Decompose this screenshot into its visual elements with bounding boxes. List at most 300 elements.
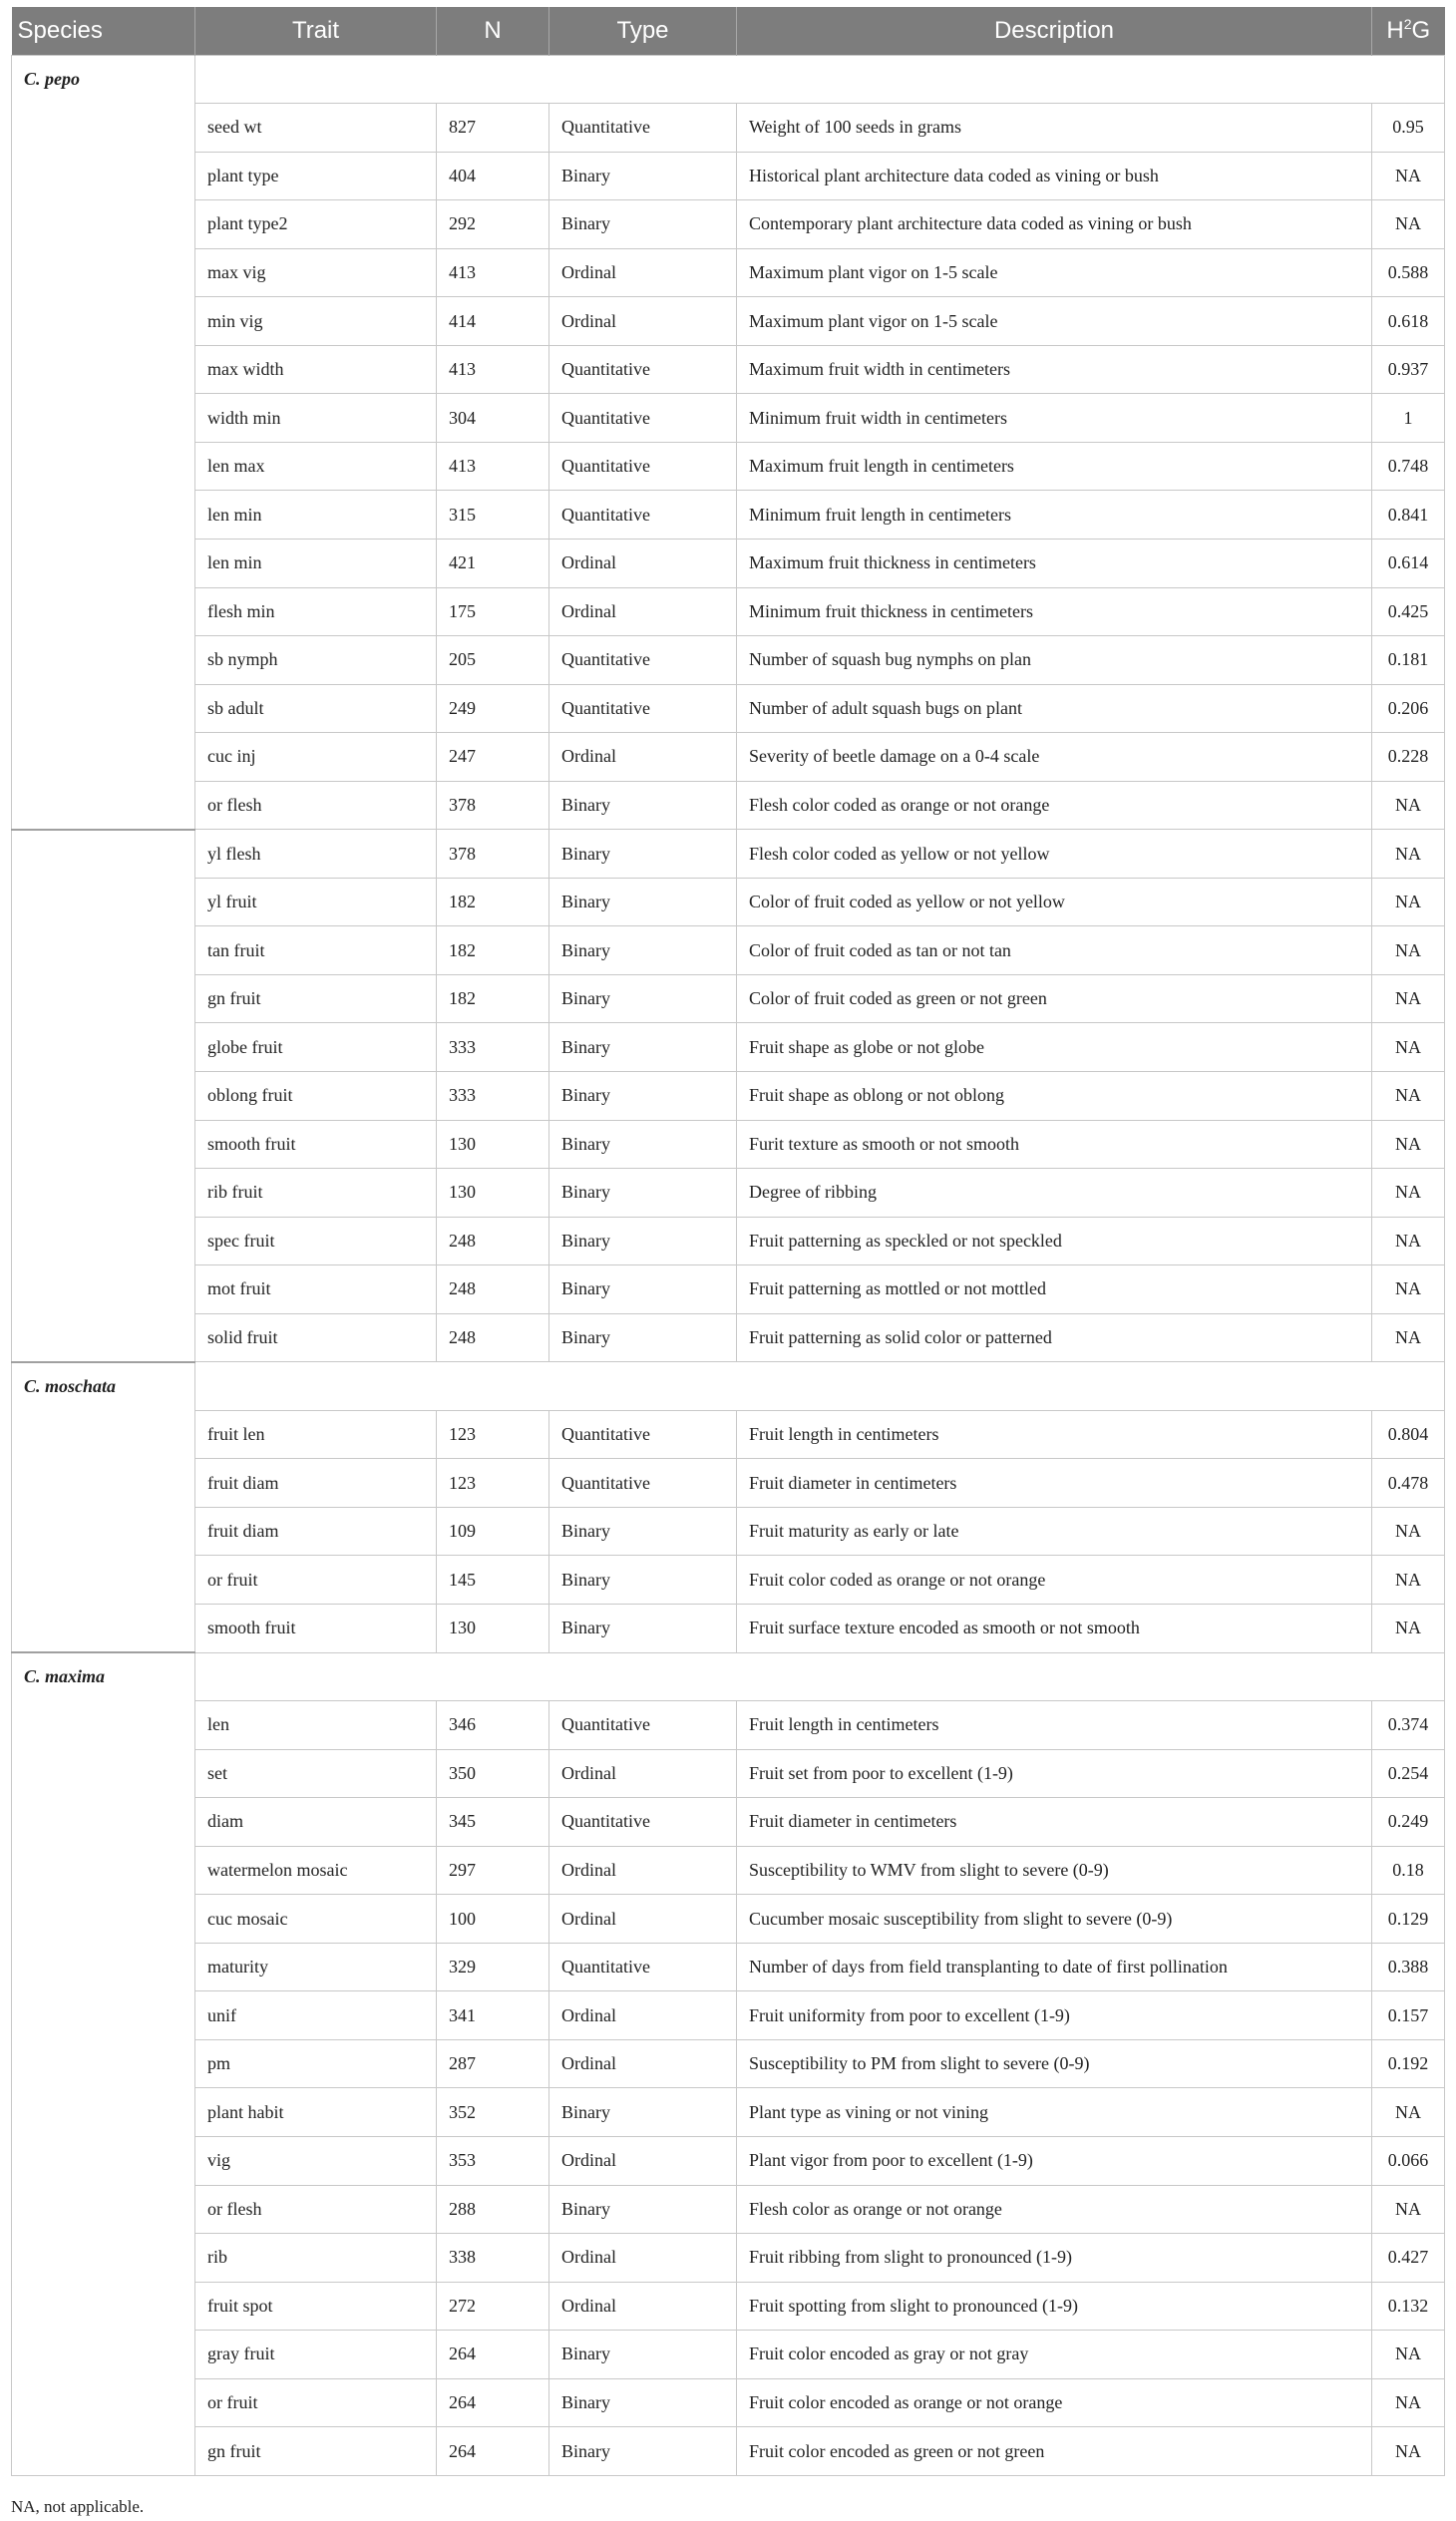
cell-trait: or fruit xyxy=(195,2378,437,2427)
cell-n: 315 xyxy=(437,491,549,540)
cell-trait: seed wt xyxy=(195,104,437,153)
species-row xyxy=(12,55,1445,104)
species-blank-cell xyxy=(12,248,195,297)
cell-trait: unif xyxy=(195,1991,437,2040)
species-row xyxy=(12,1362,1445,1411)
cell-description: Number of squash bug nymphs on plan xyxy=(737,636,1372,685)
cell-n: 182 xyxy=(437,926,549,975)
cell-type: Ordinal xyxy=(549,1991,737,2040)
cell-h2g: 0.748 xyxy=(1372,442,1445,491)
species-blank-cell xyxy=(12,1169,195,1218)
cell-trait: rib fruit xyxy=(195,1169,437,1218)
cell-type: Binary xyxy=(549,830,737,879)
cell-n: 288 xyxy=(437,2185,549,2234)
cell-description: Fruit shape as globe or not globe xyxy=(737,1023,1372,1072)
cell-description: Fruit diameter in centimeters xyxy=(737,1459,1372,1508)
cell-h2g: NA xyxy=(1372,2088,1445,2137)
cell-type: Ordinal xyxy=(549,539,737,587)
cell-description: Fruit color encoded as orange or not orange xyxy=(737,2378,1372,2427)
cell-n: 353 xyxy=(437,2137,549,2186)
table-row xyxy=(12,684,1445,733)
header-description: Description xyxy=(737,7,1372,55)
cell-trait: sb nymph xyxy=(195,636,437,685)
species-blank-cell xyxy=(12,2378,195,2427)
cell-description: Fruit diameter in centimeters xyxy=(737,1798,1372,1847)
cell-h2g: NA xyxy=(1372,2378,1445,2427)
species-blank-cell xyxy=(12,442,195,491)
cell-type: Binary xyxy=(549,1169,737,1218)
cell-description: Fruit shape as oblong or not oblong xyxy=(737,1071,1372,1120)
species-blank-cell xyxy=(12,1701,195,1750)
cell-type: Binary xyxy=(549,1120,737,1169)
cell-h2g: NA xyxy=(1372,1265,1445,1314)
cell-trait: set xyxy=(195,1749,437,1798)
table-row xyxy=(12,878,1445,926)
table-row xyxy=(12,2185,1445,2234)
table-row xyxy=(12,104,1445,153)
species-blank-cell xyxy=(12,394,195,443)
cell-trait: fruit spot xyxy=(195,2282,437,2331)
cell-n: 272 xyxy=(437,2282,549,2331)
cell-h2g: NA xyxy=(1372,878,1445,926)
cell-h2g: 0.192 xyxy=(1372,2039,1445,2088)
cell-type: Ordinal xyxy=(549,587,737,636)
cell-trait: gray fruit xyxy=(195,2331,437,2379)
table-row xyxy=(12,200,1445,249)
species-blank-cell xyxy=(12,2185,195,2234)
cell-h2g: 0.618 xyxy=(1372,297,1445,346)
species-blank-cell xyxy=(12,1556,195,1605)
cell-h2g: 0.066 xyxy=(1372,2137,1445,2186)
table-row xyxy=(12,1943,1445,1991)
table-row xyxy=(12,491,1445,540)
table-row xyxy=(12,1798,1445,1847)
cell-h2g: 0.588 xyxy=(1372,248,1445,297)
table-row xyxy=(12,2234,1445,2283)
cell-type: Binary xyxy=(549,878,737,926)
cell-h2g: 0.206 xyxy=(1372,684,1445,733)
species-blank-cell xyxy=(12,1798,195,1847)
cell-trait: cuc inj xyxy=(195,733,437,782)
cell-description: Historical plant architecture data coded as vining or bush xyxy=(737,152,1372,200)
species-blank-cell xyxy=(12,1265,195,1314)
table-row xyxy=(12,1459,1445,1508)
species-blank-cell xyxy=(12,587,195,636)
cell-description: Color of fruit coded as green or not green xyxy=(737,974,1372,1023)
table-row xyxy=(12,2378,1445,2427)
cell-trait: maturity xyxy=(195,1943,437,1991)
cell-h2g: NA xyxy=(1372,2331,1445,2379)
cell-type: Binary xyxy=(549,1217,737,1265)
table-row xyxy=(12,1410,1445,1459)
cell-type: Ordinal xyxy=(549,2039,737,2088)
cell-h2g: 0.129 xyxy=(1372,1895,1445,1944)
header-h2g xyxy=(1372,7,1445,55)
table-row xyxy=(12,1605,1445,1653)
table-row xyxy=(12,1895,1445,1944)
cell-trait: rib xyxy=(195,2234,437,2283)
cell-description: Fruit patterning as speckled or not speckled xyxy=(737,1217,1372,1265)
cell-trait: spec fruit xyxy=(195,1217,437,1265)
cell-trait: fruit len xyxy=(195,1410,437,1459)
cell-description: Maximum plant vigor on 1-5 scale xyxy=(737,248,1372,297)
cell-h2g: NA xyxy=(1372,974,1445,1023)
species-blank-cell xyxy=(12,1605,195,1653)
species-blank-cell xyxy=(12,1459,195,1508)
cell-trait: sb adult xyxy=(195,684,437,733)
species-blank-cell xyxy=(12,781,195,830)
species-blank-cell xyxy=(12,200,195,249)
cell-h2g: NA xyxy=(1372,1507,1445,1556)
cell-n: 130 xyxy=(437,1605,549,1653)
cell-description: Susceptibility to PM from slight to severe (0-9) xyxy=(737,2039,1372,2088)
cell-description: Contemporary plant architecture data coded as vining or bush xyxy=(737,200,1372,249)
cell-type: Binary xyxy=(549,2331,737,2379)
table-row xyxy=(12,587,1445,636)
cell-description: Fruit set from poor to excellent (1-9) xyxy=(737,1749,1372,1798)
species-blank-cell xyxy=(12,733,195,782)
cell-n: 175 xyxy=(437,587,549,636)
table-header xyxy=(12,7,1445,55)
cell-h2g: NA xyxy=(1372,1217,1445,1265)
header-trait: Trait xyxy=(195,7,437,55)
header-species: Species xyxy=(17,16,103,44)
cell-h2g: NA xyxy=(1372,830,1445,879)
cell-h2g: 0.228 xyxy=(1372,733,1445,782)
cell-h2g: 0.95 xyxy=(1372,104,1445,153)
cell-h2g: 0.937 xyxy=(1372,345,1445,394)
cell-description: Fruit uniformity from poor to excellent (1-9) xyxy=(737,1991,1372,2040)
species-blank-cell xyxy=(12,539,195,587)
cell-n: 304 xyxy=(437,394,549,443)
cell-trait: cuc mosaic xyxy=(195,1895,437,1944)
cell-trait: vig xyxy=(195,2137,437,2186)
cell-type: Ordinal xyxy=(549,1846,737,1895)
cell-n: 248 xyxy=(437,1313,549,1362)
cell-type: Quantitative xyxy=(549,1943,737,1991)
cell-n: 292 xyxy=(437,200,549,249)
cell-n: 352 xyxy=(437,2088,549,2137)
cell-n: 264 xyxy=(437,2427,549,2476)
cell-description: Severity of beetle damage on a 0-4 scale xyxy=(737,733,1372,782)
cell-type: Binary xyxy=(549,1313,737,1362)
cell-h2g: 0.478 xyxy=(1372,1459,1445,1508)
cell-trait: len min xyxy=(195,539,437,587)
cell-description: Fruit color encoded as gray or not gray xyxy=(737,2331,1372,2379)
cell-n: 404 xyxy=(437,152,549,200)
species-blank-cell xyxy=(12,2331,195,2379)
cell-type: Quantitative xyxy=(549,491,737,540)
cell-trait: pm xyxy=(195,2039,437,2088)
cell-description: Susceptibility to WMV from slight to severe (0-9) xyxy=(737,1846,1372,1895)
cell-trait: yl fruit xyxy=(195,878,437,926)
cell-type: Ordinal xyxy=(549,2234,737,2283)
cell-n: 338 xyxy=(437,2234,549,2283)
cell-description: Minimum fruit width in centimeters xyxy=(737,394,1372,443)
cell-type: Quantitative xyxy=(549,104,737,153)
cell-type: Quantitative xyxy=(549,1459,737,1508)
cell-h2g: 0.254 xyxy=(1372,1749,1445,1798)
species-row-empty xyxy=(195,1652,1445,1701)
cell-trait: gn fruit xyxy=(195,974,437,1023)
cell-trait: mot fruit xyxy=(195,1265,437,1314)
table-row xyxy=(12,1169,1445,1218)
cell-type: Quantitative xyxy=(549,345,737,394)
species-blank-cell xyxy=(12,1410,195,1459)
table-row xyxy=(12,781,1445,830)
cell-description: Plant vigor from poor to excellent (1-9) xyxy=(737,2137,1372,2186)
cell-description: Furit texture as smooth or not smooth xyxy=(737,1120,1372,1169)
cell-h2g: 0.841 xyxy=(1372,491,1445,540)
cell-trait: or flesh xyxy=(195,2185,437,2234)
cell-n: 346 xyxy=(437,1701,549,1750)
cell-h2g: NA xyxy=(1372,2427,1445,2476)
cell-h2g: 1 xyxy=(1372,394,1445,443)
cell-type: Ordinal xyxy=(549,1895,737,1944)
cell-h2g: NA xyxy=(1372,1023,1445,1072)
cell-n: 413 xyxy=(437,345,549,394)
cell-h2g: NA xyxy=(1372,1071,1445,1120)
cell-trait: flesh min xyxy=(195,587,437,636)
table-row xyxy=(12,297,1445,346)
cell-description: Degree of ribbing xyxy=(737,1169,1372,1218)
cell-description: Weight of 100 seeds in grams xyxy=(737,104,1372,153)
cell-description: Maximum fruit thickness in centimeters xyxy=(737,539,1372,587)
species-blank-cell xyxy=(12,1846,195,1895)
cell-type: Binary xyxy=(549,152,737,200)
species-blank-cell xyxy=(12,2282,195,2331)
cell-n: 827 xyxy=(437,104,549,153)
cell-type: Binary xyxy=(549,1071,737,1120)
cell-type: Binary xyxy=(549,1023,737,1072)
cell-n: 130 xyxy=(437,1120,549,1169)
species-blank-cell xyxy=(12,345,195,394)
cell-n: 205 xyxy=(437,636,549,685)
table-row xyxy=(12,1217,1445,1265)
cell-type: Quantitative xyxy=(549,684,737,733)
species-blank-cell xyxy=(12,1507,195,1556)
cell-h2g: 0.804 xyxy=(1372,1410,1445,1459)
table-row xyxy=(12,2039,1445,2088)
cell-trait: len xyxy=(195,1701,437,1750)
species-blank-cell xyxy=(12,974,195,1023)
species-blank-cell xyxy=(12,1313,195,1362)
cell-n: 264 xyxy=(437,2378,549,2427)
table-row xyxy=(12,2331,1445,2379)
species-blank-cell xyxy=(12,1071,195,1120)
cell-n: 123 xyxy=(437,1459,549,1508)
cell-type: Binary xyxy=(549,974,737,1023)
cell-h2g: 0.157 xyxy=(1372,1991,1445,2040)
header-type: Type xyxy=(549,7,737,55)
cell-n: 287 xyxy=(437,2039,549,2088)
cell-h2g: NA xyxy=(1372,200,1445,249)
cell-description: Plant type as vining or not vining xyxy=(737,2088,1372,2137)
cell-type: Binary xyxy=(549,926,737,975)
header-row xyxy=(12,7,1445,55)
cell-trait: max width xyxy=(195,345,437,394)
cell-h2g: NA xyxy=(1372,1605,1445,1653)
cell-trait: len min xyxy=(195,491,437,540)
cell-n: 247 xyxy=(437,733,549,782)
cell-n: 248 xyxy=(437,1217,549,1265)
species-blank-cell xyxy=(12,1749,195,1798)
cell-n: 350 xyxy=(437,1749,549,1798)
header-n: N xyxy=(437,7,549,55)
cell-description: Fruit maturity as early or late xyxy=(737,1507,1372,1556)
cell-description: Fruit length in centimeters xyxy=(737,1701,1372,1750)
cell-h2g: NA xyxy=(1372,781,1445,830)
cell-description: Fruit color encoded as green or not green xyxy=(737,2427,1372,2476)
cell-type: Quantitative xyxy=(549,636,737,685)
cell-description: Fruit length in centimeters xyxy=(737,1410,1372,1459)
cell-description: Maximum fruit length in centimeters xyxy=(737,442,1372,491)
species-label: C. moschata xyxy=(12,1362,195,1411)
cell-h2g: NA xyxy=(1372,1313,1445,1362)
cell-type: Ordinal xyxy=(549,733,737,782)
cell-trait: min vig xyxy=(195,297,437,346)
cell-type: Binary xyxy=(549,200,737,249)
header-h2g-end: G xyxy=(1411,17,1431,45)
cell-description: Flesh color as orange or not orange xyxy=(737,2185,1372,2234)
cell-type: Binary xyxy=(549,1556,737,1605)
cell-n: 413 xyxy=(437,442,549,491)
cell-h2g: 0.614 xyxy=(1372,539,1445,587)
species-blank-cell xyxy=(12,636,195,685)
table-row xyxy=(12,1120,1445,1169)
table-row xyxy=(12,1556,1445,1605)
table-row xyxy=(12,394,1445,443)
cell-trait: diam xyxy=(195,1798,437,1847)
cell-type: Binary xyxy=(549,1605,737,1653)
cell-description: Minimum fruit length in centimeters xyxy=(737,491,1372,540)
species-blank-cell xyxy=(12,2088,195,2137)
cell-trait: max vig xyxy=(195,248,437,297)
species-blank-cell xyxy=(12,2234,195,2283)
cell-trait: width min xyxy=(195,394,437,443)
table-row xyxy=(12,2137,1445,2186)
table-row xyxy=(12,830,1445,879)
cell-trait: fruit diam xyxy=(195,1459,437,1508)
cell-n: 264 xyxy=(437,2331,549,2379)
cell-description: Fruit patterning as mottled or not mottled xyxy=(737,1265,1372,1314)
cell-h2g: 0.427 xyxy=(1372,2234,1445,2283)
table-row xyxy=(12,926,1445,975)
cell-h2g: 0.18 xyxy=(1372,1846,1445,1895)
cell-h2g: 0.132 xyxy=(1372,2282,1445,2331)
cell-h2g: 0.249 xyxy=(1372,1798,1445,1847)
cell-trait: solid fruit xyxy=(195,1313,437,1362)
cell-description: Minimum fruit thickness in centimeters xyxy=(737,587,1372,636)
cell-type: Ordinal xyxy=(549,2137,737,2186)
cell-trait: oblong fruit xyxy=(195,1071,437,1120)
species-label: C. maxima xyxy=(12,1652,195,1701)
cell-trait: fruit diam xyxy=(195,1507,437,1556)
cell-type: Ordinal xyxy=(549,2282,737,2331)
cell-h2g: NA xyxy=(1372,152,1445,200)
cell-n: 182 xyxy=(437,878,549,926)
cell-description: Fruit patterning as solid color or patterned xyxy=(737,1313,1372,1362)
species-blank-cell xyxy=(12,1120,195,1169)
cell-h2g: 0.425 xyxy=(1372,587,1445,636)
table-row xyxy=(12,1265,1445,1314)
species-row-empty xyxy=(195,55,1445,104)
cell-trait: plant type2 xyxy=(195,200,437,249)
cell-n: 378 xyxy=(437,830,549,879)
species-blank-cell xyxy=(12,104,195,153)
cell-n: 123 xyxy=(437,1410,549,1459)
table-row xyxy=(12,1749,1445,1798)
table-row xyxy=(12,1701,1445,1750)
cell-trait: tan fruit xyxy=(195,926,437,975)
cell-trait: globe fruit xyxy=(195,1023,437,1072)
cell-description: Flesh color coded as orange or not orange xyxy=(737,781,1372,830)
cell-type: Binary xyxy=(549,2427,737,2476)
cell-type: Binary xyxy=(549,1265,737,1314)
cell-n: 421 xyxy=(437,539,549,587)
species-blank-cell xyxy=(12,684,195,733)
table-row xyxy=(12,1507,1445,1556)
cell-trait: yl flesh xyxy=(195,830,437,879)
species-blank-cell xyxy=(12,830,195,879)
cell-type: Binary xyxy=(549,1507,737,1556)
cell-n: 333 xyxy=(437,1023,549,1072)
cell-trait: smooth fruit xyxy=(195,1120,437,1169)
cell-description: Cucumber mosaic susceptibility from slight to severe (0-9) xyxy=(737,1895,1372,1944)
cell-n: 378 xyxy=(437,781,549,830)
cell-n: 145 xyxy=(437,1556,549,1605)
species-blank-cell xyxy=(12,1895,195,1944)
cell-description: Maximum fruit width in centimeters xyxy=(737,345,1372,394)
table-footnote: NA, not applicable. xyxy=(11,2497,145,2516)
cell-h2g: 0.388 xyxy=(1372,1943,1445,1991)
cell-h2g: 0.181 xyxy=(1372,636,1445,685)
species-blank-cell xyxy=(12,491,195,540)
table-row xyxy=(12,1023,1445,1072)
species-blank-cell xyxy=(12,1023,195,1072)
species-blank-cell xyxy=(12,878,195,926)
species-blank-cell xyxy=(12,1991,195,2040)
species-row xyxy=(12,1652,1445,1701)
cell-n: 333 xyxy=(437,1071,549,1120)
cell-n: 341 xyxy=(437,1991,549,2040)
cell-trait: or fruit xyxy=(195,1556,437,1605)
cell-type: Ordinal xyxy=(549,248,737,297)
cell-type: Ordinal xyxy=(549,1749,737,1798)
species-row-empty xyxy=(195,1362,1445,1411)
cell-type: Binary xyxy=(549,781,737,830)
table-row xyxy=(12,442,1445,491)
cell-n: 100 xyxy=(437,1895,549,1944)
cell-type: Quantitative xyxy=(549,1410,737,1459)
cell-h2g: 0.374 xyxy=(1372,1701,1445,1750)
header-h2g-sup: 2 xyxy=(1403,16,1412,33)
table-row xyxy=(12,152,1445,200)
cell-trait: watermelon mosaic xyxy=(195,1846,437,1895)
species-blank-cell xyxy=(12,2039,195,2088)
cell-type: Quantitative xyxy=(549,1701,737,1750)
cell-n: 248 xyxy=(437,1265,549,1314)
cell-type: Quantitative xyxy=(549,394,737,443)
table-row xyxy=(12,2088,1445,2137)
cell-type: Binary xyxy=(549,2088,737,2137)
cell-type: Binary xyxy=(549,2185,737,2234)
traits-table xyxy=(11,7,1445,2476)
species-blank-cell xyxy=(12,1943,195,1991)
cell-n: 109 xyxy=(437,1507,549,1556)
cell-description: Color of fruit coded as yellow or not yellow xyxy=(737,878,1372,926)
cell-description: Number of adult squash bugs on plant xyxy=(737,684,1372,733)
